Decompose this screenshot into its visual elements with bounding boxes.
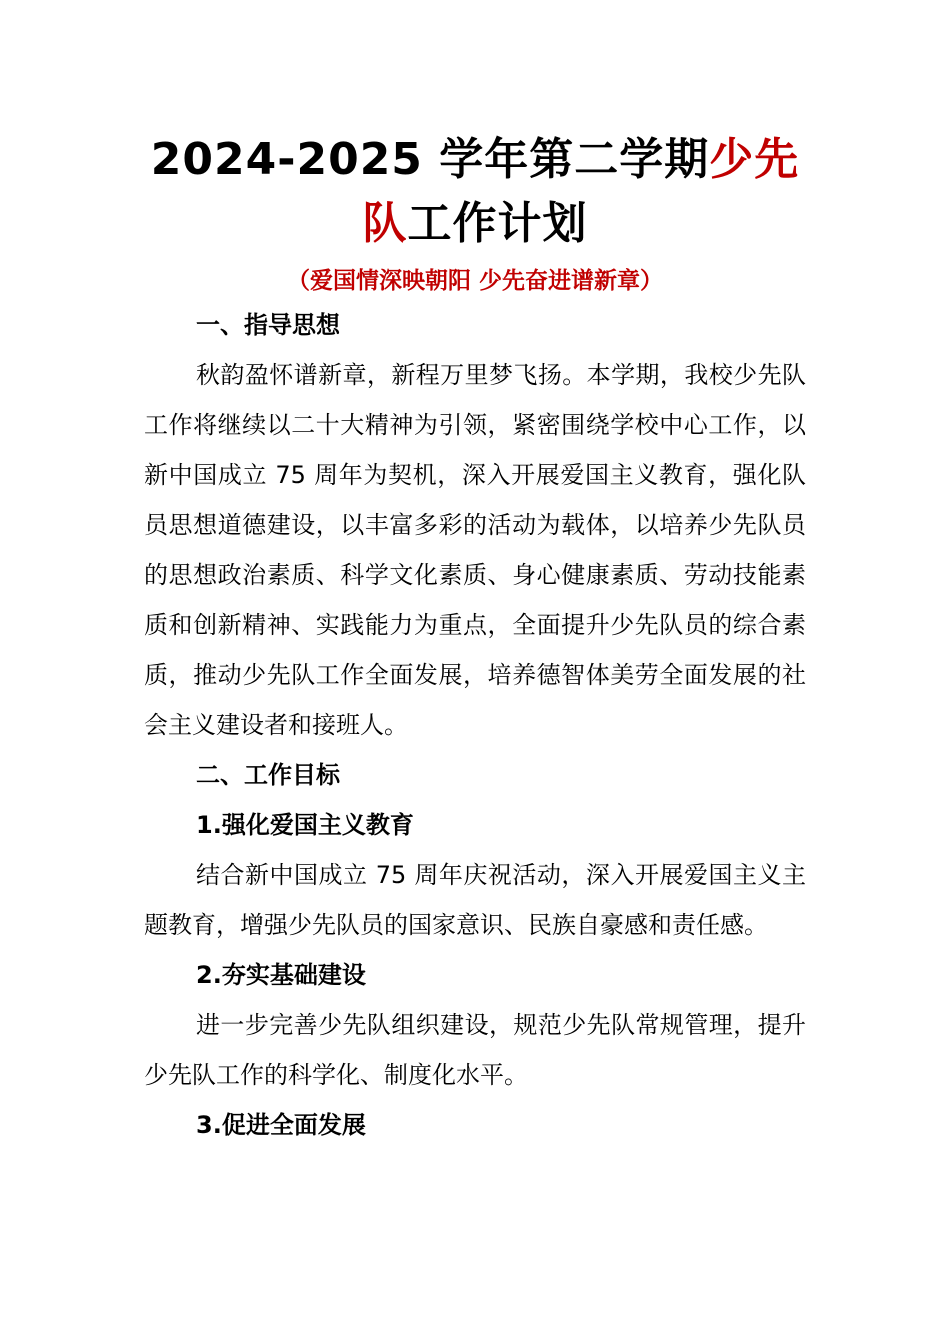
title-highlight-1: 少先 — [709, 134, 800, 185]
section-heading-work-goals: 二、工作目标 — [196, 761, 340, 789]
title-text-part2: 工作计划 — [407, 198, 588, 249]
paragraph-goal-2: 进一步完善少先队组织建设，规范少先队常规管理，提升少先队工作的科学化、制度化水平。 — [144, 1011, 806, 1089]
title-highlight-2: 队 — [362, 198, 408, 249]
subheading-goal-1: 1.强化爱国主义教育 — [196, 811, 414, 839]
document-page — [144, 128, 806, 1150]
document-subtitle: （爱国情深映朝阳 少先奋进谱新章） — [286, 268, 663, 294]
subheading-goal-3: 3.促进全面发展 — [196, 1111, 366, 1139]
section-heading-guiding-ideology: 一、指导思想 — [196, 311, 340, 339]
document-title — [144, 128, 806, 256]
subheading-goal-2: 2.夯实基础建设 — [196, 961, 366, 989]
section-paragraph-guiding-ideology: 秋韵盈怀谱新章，新程万里梦飞扬。本学期，我校少先队工作将继续以二十大精神为引领，紧密围绕学校中心工作，以新中国成立 75 周年为契机，深入开展爱国主义教育，强化队员思想道德建设，以丰富多彩的活动为载体，以培养少先队员的思想政治素质、科学文化素质、身心健康素质、劳动技能素质和创新精神、实践能力为重点，全面提升少先队员的综合素质，推动少先队工作全面发展，培养德智体美劳全面发展的社会主义建设者和接班人。 — [144, 361, 806, 739]
paragraph-goal-1: 结合新中国成立 75 周年庆祝活动，深入开展爱国主义主题教育，增强少先队员的国家意识、民族自豪感和责任感。 — [144, 861, 806, 939]
title-text-part1: 2024-2025 学年第二学期 — [150, 134, 710, 185]
